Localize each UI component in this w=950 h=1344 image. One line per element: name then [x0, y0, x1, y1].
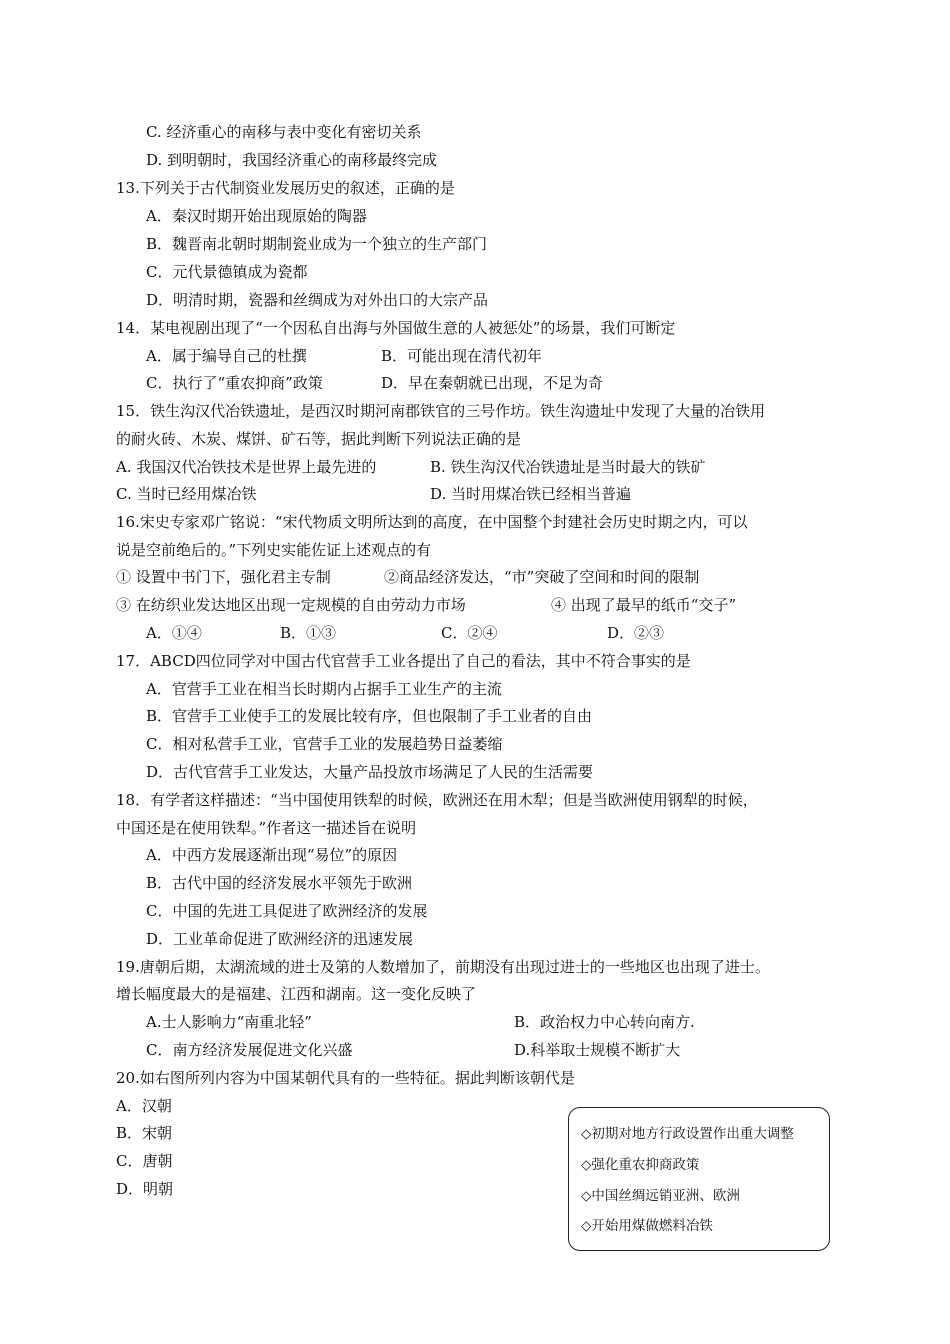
q19-stem-line2: 增长幅度最大的是福建、江西和湖南。这一变化反映了	[116, 985, 477, 1003]
q20-option-d: D．明朝	[116, 1180, 174, 1198]
q18-stem-line2: 中国还是在使用铁犁。”作者这一描述旨在说明	[116, 819, 417, 837]
q16-option-b: B．①③	[280, 624, 337, 642]
q17-option-b: B．官营手工业使手工的发展比较有序，但也限制了手工业者的自由	[146, 707, 593, 725]
q18-option-b: B．古代中国的经济发展水平领先于欧洲	[146, 874, 413, 892]
q16-option-c: C．②④	[441, 624, 498, 642]
q18-option-c: C．中国的先进工具促进了欧洲经济的发展	[146, 902, 428, 920]
q15-stem-line2: 的耐火砖、木炭、煤饼、矿石等，据此判断下列说法正确的是	[116, 430, 522, 448]
q12-option-c: C. 经济重心的南移与表中变化有密切关系	[146, 123, 422, 141]
q19-option-d: D.科举取士规模不断扩大	[514, 1041, 681, 1059]
q16-option-a: A．①④	[146, 624, 202, 642]
q20-feature-4: ◇开始用煤做燃料冶铁	[581, 1218, 713, 1234]
q20-feature-2: ◇强化重农抑商政策	[581, 1157, 700, 1173]
q14-stem: 14．某电视剧出现了“一个因私自出海与外国做生意的人被惩处”的场景，我们可断定	[116, 319, 676, 337]
q15-option-a: A. 我国汉代冶铁技术是世界上最先进的	[116, 458, 377, 476]
q18-option-a: A．中西方发展逐渐出现“易位”的原因	[146, 846, 398, 864]
q16-stem-line1: 16.宋史专家邓广铭说：“宋代物质文明所达到的高度，在中国整个封建社会历史时期之内，可以	[116, 513, 748, 531]
q19-option-b: B．政治权力中心转向南方.	[514, 1013, 695, 1031]
q17-option-d: D．古代官营手工业发达，大量产品投放市场满足了人民的生活需要	[146, 763, 594, 781]
q16-option-d: D．②③	[607, 624, 665, 642]
q18-option-d: D．工业革命促进了欧洲经济的迅速发展	[146, 930, 414, 948]
q19-option-a: A.士人影响力“南重北轻”	[146, 1013, 312, 1031]
q17-stem: 17．ABCD四位同学对中国古代官营手工业各提出了自己的看法，其中不符合事实的是	[116, 652, 691, 670]
q16-item-3: ③ 在纺织业发达地区出现一定规模的自由劳动力市场	[116, 596, 466, 614]
q19-stem-line1: 19.唐朝后期，太湖流域的进士及第的人数增加了，前期没有出现过进士的一些地区也出现了进士。	[116, 958, 770, 976]
q16-item-4: ④ 出现了最早的纸币“交子”	[551, 596, 737, 614]
q13-option-a: A．秦汉时期开始出现原始的陶器	[146, 207, 367, 225]
q15-stem-line1: 15．铁生沟汉代冶铁遗址，是西汉时期河南郡铁官的三号作坊。铁生沟遗址中发现了大量的冶铁用	[116, 402, 766, 420]
q16-item-1: ① 设置中书门下，强化君主专制	[116, 568, 331, 586]
q14-option-a: A．属于编导自己的杜撰	[146, 347, 307, 365]
q13-option-d: D．明清时期，瓷器和丝绸成为对外出口的大宗产品	[146, 291, 489, 309]
q18-stem-line1: 18．有学者这样描述：“当中国使用铁犁的时候，欧洲还在用木犁；但是当欧洲使用钢犁的时候，	[116, 791, 758, 809]
q16-stem-line2: 说是空前绝后的。”下列史实能佐证上述观点的有	[116, 541, 432, 559]
q14-option-c: C．执行了“重农抑商”政策	[146, 374, 323, 392]
q15-option-d: D. 当时用煤冶铁已经相当普遍	[430, 485, 632, 503]
q15-option-c: C. 当时已经用煤冶铁	[116, 485, 257, 503]
q12-option-d: D. 到明朝时，我国经济重心的南移最终完成	[146, 151, 438, 169]
q20-feature-1: ◇初期对地方行政设置作出重大调整	[581, 1126, 794, 1142]
q20-option-c: C．唐朝	[116, 1152, 173, 1170]
q20-feature-3: ◇中国丝绸远销亚洲、欧洲	[581, 1188, 740, 1204]
q14-option-d: D．早在秦朝就已出现，不足为奇	[381, 374, 604, 392]
q13-option-b: B．魏晋南北朝时期制瓷业成为一个独立的生产部门	[146, 235, 488, 253]
q19-option-c: C．南方经济发展促进文化兴盛	[146, 1041, 353, 1059]
q20-feature-box	[568, 1107, 830, 1251]
q20-stem: 20.如右图所列内容为中国某朝代具有的一些特征。据此判断该朝代是	[116, 1069, 575, 1087]
q13-stem: 13.下列关于古代制资业发展历史的叙述，正确的是	[116, 179, 455, 197]
q16-item-2: ②商品经济发达，“市”突破了空间和时间的限制	[384, 568, 700, 586]
q17-option-a: A．官营手工业在相当长时期内占据手工业生产的主流	[146, 680, 502, 698]
q13-option-c: C．元代景德镇成为瓷都	[146, 263, 308, 281]
q20-option-a: A．汉朝	[116, 1097, 172, 1115]
q17-option-c: C．相对私营手工业，官营手工业的发展趋势日益萎缩	[146, 735, 503, 753]
q15-option-b: B. 铁生沟汉代冶铁遗址是当时最大的铁矿	[430, 458, 706, 476]
q14-option-b: B．可能出现在清代初年	[381, 347, 543, 365]
q20-option-b: B．宋朝	[116, 1124, 173, 1142]
